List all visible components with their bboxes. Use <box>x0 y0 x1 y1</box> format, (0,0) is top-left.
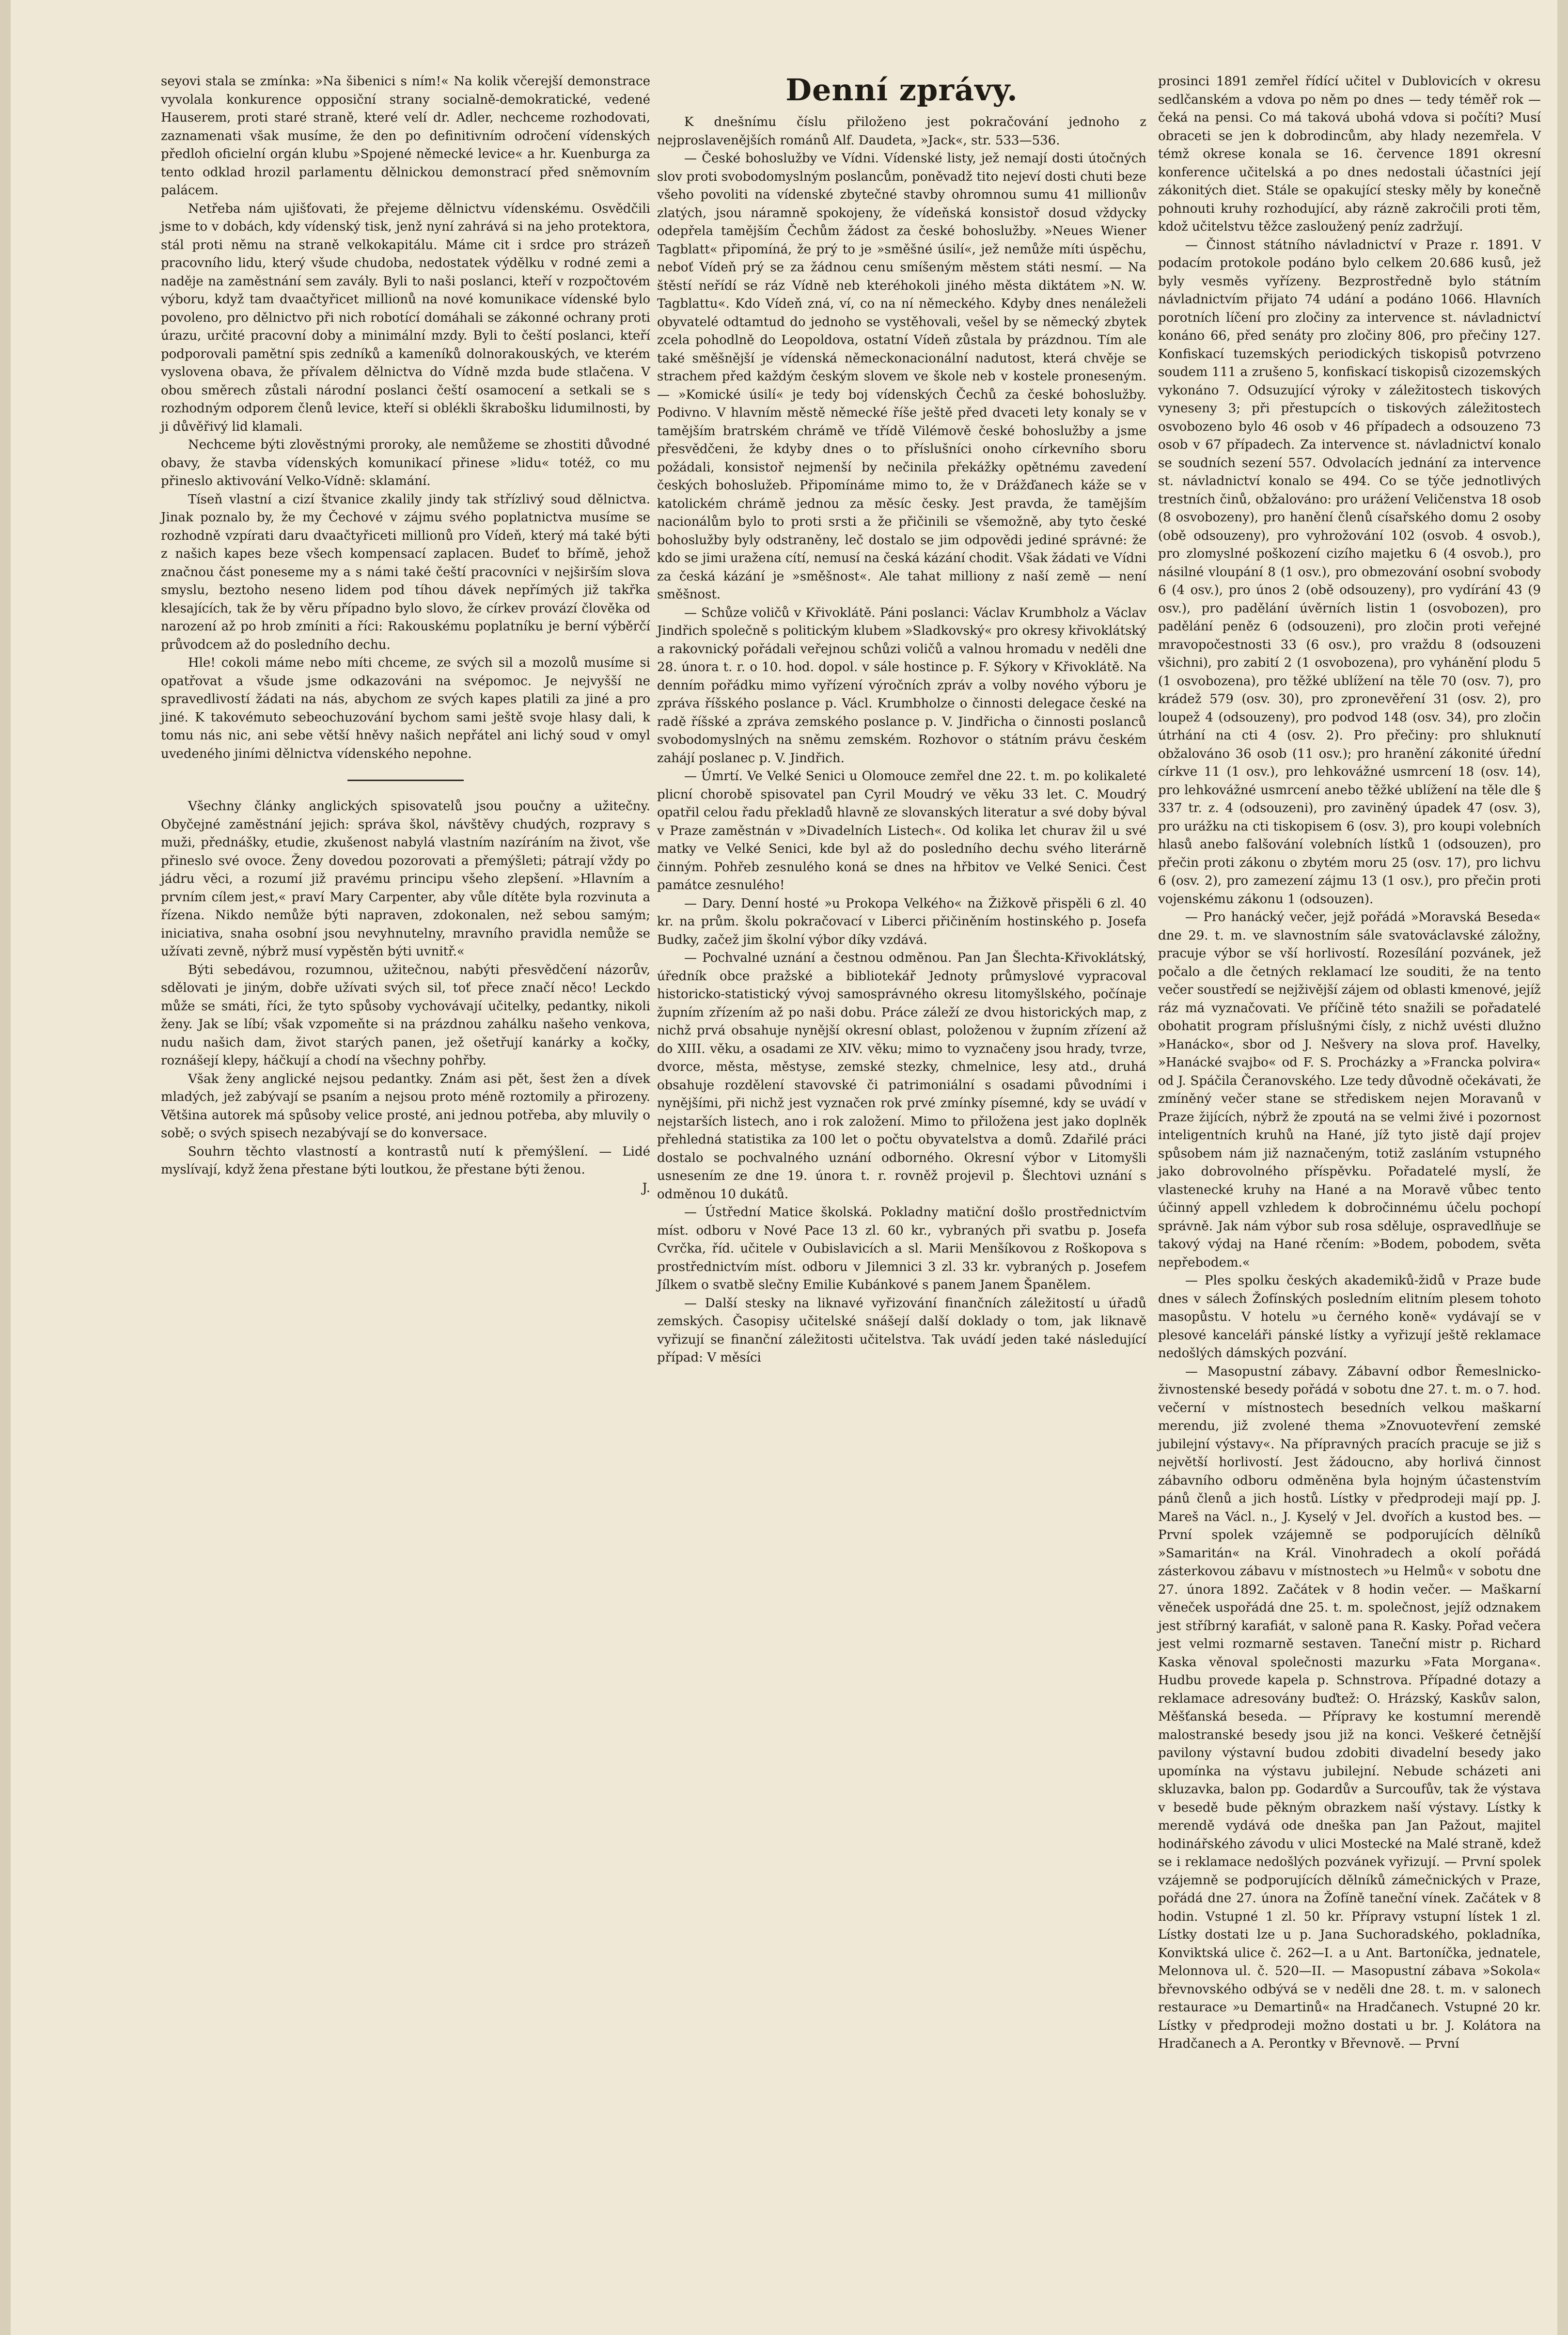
article-paragraph: Nechceme býti zlověstnými proroky, ale nemůžeme se zhostiti důvodné obavy, že stavba vídenských komunikací přinese »lidu« totéž, co mu přineslo aktivování Velko-Vídně: sklamání. <box>161 438 650 488</box>
author-signature: J. <box>642 1180 650 1195</box>
feuilleton-paragraph: Všechny články anglických spisovatelů jsou poučny a užitečny. Obyčejné zaměstnání jejich: správa škol, návštěvy chudých, rozpravy s muži, přednášky, etudie, zkušenost nabylá vlastním nazíráním na život, vše přineslo své ovoce. Ženy dovedou pozorovati a přemýšleti; pátrají vždy po jádru věci, a rozumí již pravému principu všeho zlepšení. »Hlavním a prvním cílem jest,« praví Mary Carpenter, aby vůle dítěte byla rozvinuta a řízena. Nikdo nemůže býti napraven, zdokonalen, než sebou samým; iniciativa, snaha osobní jsou nevyhnutelny, mravního pravidla nemůže se užívati zevně, nýbrž musí vypěstěn býti uvnitř.« <box>161 799 650 959</box>
article-paragraph: seyovi stala se zmínka: »Na šibenici s ním!« Na kolik včerejší demonstrace vyvolala konkurence opposiční strany socialně-demokratické, vedené Hauserem, proti staré straně, které velí dr. Adler, nechceme rozhodovati, zaznamenati však musíme, že den po definitivním odročení vídenských předloh oficielní orgán klubu »Spojené německé levice« a hr. Kuenburga za tento odklad hrozil parlamentu dělnickou demonstrací před sněmovním palácem. <box>161 74 650 198</box>
news-item: prosinci 1891 zemřel řídící učitel v Dublovicích v okresu sedlčanském a vdova po něm po dnes — tedy téměř rok — čeká na pensi. Co má taková ubohá vdova si počíti? Musí obraceti se jen k dobrodincům, aby hlady nezemřela. V témž okrese konala se 16. července 1891 okresní konference učitelská a po dnes nedostali účastníci její zákonitých diet. Stále se opakující stesky měly by konečně pohnouti kruhy rozhodující, aby rázně zakročili proti těm, kdož učitelstvu těžce zasloužený peníz zadržují. <box>1158 74 1541 234</box>
column-right <box>1158 73 1541 2053</box>
feuilleton-paragraph: Býti sebedávou, rozumnou, užitečnou, nabýti přesvědčení názorův, sdělovati je jiným, dobře užívati svých sil, toť přece značí něco! Leckdo může se smáti, říci, že tyto spůsoby vychovávají učitelky, pedantky, nikoli ženy. Jak se líbí; však vzpomeňte si na prázdnou zahálku našeho venkova, nudu našich dam, život starých panen, jež ošetřují kanárky a kočky, roznášejí klepy, háčkují a chodí na všechny pohřby. <box>161 962 650 1068</box>
news-item: — Masopustní zábavy. Zábavní odbor Řemeslnicko-živnostenské besedy pořádá v sobotu dne 27. t. m. o 7. hod. večerní v místnostech besedních velkou maškarní merendu, již zvolené thema »Znovuotevření zemské jubilejní výstavy«. Na přípravných pracích pracuje se již s největší horlivostí. Jest žádoucno, aby horlivá činnost zábavního odboru odměněna byla hojným účastenstvím pánů členů a jich hostů. Lístky v předprodeji mají pp. J. Mareš na Václ. n., J. Kyselý v Jel. dvořích a kustod bes. — První spolek vzájemně se podporujících dělníků »Samaritán« na Král. Vinohradech a okolí pořádá zásterkovou zábavu v místnostech »u Helmů« v sobotu dne 27. února 1892. Začátek v 8 hodin večer. — Maškarní věneček uspořádá dne 25. t. m. společnost, jejíž odznakem jest stříbrný karafiát, v saloně pana R. Kasky. Pořad večera jest velmi rozmarně sestaven. Taneční mistr p. Richard Kaska věnoval společnosti mazurku »Fata Morgana«. Hudbu provede kapela p. Schnstrova. Případné dotazy a reklamace adresovány buďtež: O. Hrázský, Kaskův salon, Měšťanská beseda. — Přípravy ke kostumní merendě malostranské besedy jsou již na konci. Veškeré četnější pavilony výstavní budou zdobiti divadelní besedy jako upomínka na výstavu jubilejní. Nebude scházeti ani skluzavka, balon pp. Godardův a Surcoufův, tak že výstava v besedě bude pěkným obrazkem naší výstavy. Lístky k merendě vydává ode dneška pan Jan Pažout, majitel hodinářského závodu v ulici Mostecké na Malé straně, kdež se i reklamace nedošlých pozvánek vyřizují. — První spolek vzájemně se podporujících dělníků zámečnických v Praze, pořádá dne 27. února na Žofíně taneční vínek. Začátek v 8 hodin. Vstupné 1 zl. 50 kr. Přípravy vstupní lístek 1 zl. Lístky dostati lze u p. Jana Suchoradského, pokladníka, Konviktská ulice č. 262—I. a u Ant. Bartoníčka, jednatele, Melonnova ul. č. 520—II. — Masopustní zábava »Sokola« břevnovského odbývá se v neděli dne 28. t. m. v salonech restaurace »u Demartinů« na Hradčanech. Vstupné 20 kr. Lístky v předprodeji možno dostati u br. J. Kolátora na Hradčanech a A. Perontky v Břevnově. — První <box>1158 1364 1541 2051</box>
news-item: — České bohoslužby ve Vídni. Vídenské listy, jež nemají dosti útočných slov proti svobodomyslným poslancům, poněvadž tito nejeví dosti chuti beze všeho povoliti na vídenské zbytečné stavby ohromnou sumu 41 millionův zlatých, jsou náramně spokojeny, že vídeňská konsistoř dosud vždycky odepřela tamějším Čechům žádost za české bohoslužby. »Neues Wiener Tagblatt« připomíná, že prý to je »směšné úsilí«, jež nemůže míti úspěchu, neboť Vídeň prý se za žádnou cenu smíšeným městem státi nesmí. — Na štěstí neřídí se ráz Vídně neb kteréhokoli jiného města diktátem »N. W. Tagblattu«. Kdo Vídeň zná, ví, co na ní německého. Kdyby dnes nenáleželi obyvatelé odtamtud do jednoho se vystěhovali, vešel by se německý zbytek zcela pohodlně do Leopoldova, ostatní Vídeň zůstala by prázdnou. Tím ale také směšnější je vídenská německonacionální nadutost, která chvěje se strachem před každým českým slovem ve škole neb v kostele proneseným. — »Komické úsilí« je tedy boj vídenských Čechů za české bohoslužby. Podivno. V hlavním městě německé říše ještě před dvaceti lety konaly se v tamějším bratrském chrámě ve třídě Vilémově české bohoslužby a jsme přesvědčeni, že kdyby dnes o to příslušníci onoho církevního sboru požádali, konsistoř nejmenší by nečinila překážky opětnému zavedení českých bohoslužeb. Připomínáme mimo to, že v Drážďanech káže se v katolickém chrámě jednou za měsíc česky. Jest pravda, že tamějším nacionálům bylo to proti srsti a že přičinili se všemožně, aby tyto české bohoslužby byly odstraněny, leč dostalo se jim odpovědi jediné správné: že kdo se jimi uražena cítí, nemusí na česká kázání chodit. Však žádati ve Vídni za česká kázání je »směšnost«. Ale tahat milliony z naší země — není směšnost. <box>657 151 1146 602</box>
section-divider <box>347 780 464 781</box>
feuilleton-paragraph: Však ženy anglické nejsou pedantky. Znám asi pět, šest žen a dívek mladých, jež zabývají se psaním a nejsou proto méně roztomily a přirozeny. Většina autorek má spůsoby velice prosté, ani jednou potřeba, aby mluvily o sobě; o svých spisech nezabývají se do konversace. <box>161 1071 650 1141</box>
news-item: — Činnost státního návladnictví v Praze r. 1891. V podacím protokole podáno bylo celkem 20.686 kusů, jež byly vesměs vyřízeny. Bezprostředně bylo státním návladnictvím přijato 74 udání a podáno 1066. Hlavních porotních líčení pro zločiny za intervence st. návladnictví konáno 66, před senáty pro zločiny 806, pro přečiny 127. Konfiskací tuzemských periodických tiskopisů potvrzeno soudem 111 a zrušeno 5, konfiskací tiskopisů cizozemských vykonáno 7. Odsuzující výroky v záležitostech tiskových vyneseny 3; při přestupcích o tiskových záležitostech osvobozeno bylo 46 osob v 46 případech a odsouzeno 73 osob v 67 případech. Za intervence st. návladnictví konalo se soudních sezení 557. Odvolacích jednání za intervence st. návladnictví konalo se 494. Co se týče jednotlivých trestních činů, obžalováno: pro urážení Veličenstva 18 osob (8 osvobozeny), pro hanění členů císařského domu 2 osoby (obě odsouzeny), pro vyhrožování 102 (osvob. 4 osvob.), pro zlomyslné poškození cizího majetku 6 (4 osvob.), pro násilné vloupání 8 (1 osv.), pro obmezování osobní svobody 6 (4 osv.), pro únos 2 (obě odsouzeny), pro vydírání 43 (9 osv.), pro padělání úvěrních listin 1 (osvobozen), pro padělání peněz 6 (odsouzeni), pro zločin proti veřejné mravopočestnosti 33 (6 osv.), pro vraždu 8 (odsouzeni všichni), pro zabití 2 (1 osvobozena), pro vyhánění plodu 5 (1 osvobozena), pro těžké ublížení na těle 70 (osv. 7), pro krádež 579 (osv. 30), pro zpronevěření 31 (osv. 2), pro loupež 4 (odsouzeny), pro podvod 148 (osv. 34), pro zločin útrhání na cti 4 (osv. 2). Pro přečiny: pro shluknutí obžalováno 36 osob (11 osv.); pro hranění zákonité úřední církve 11 (1 osv.), pro lehkovážné usmrcení 18 (osv. 14), pro lehkovážné usmrcení anebo těžké ublížení na těle dle § 337 tr. z. 4 (odsouzeni), pro zaviněný úpadek 47 (osv. 3), pro urážku na cti tiskopisem 6 (osv. 3), pro koupi volebních hlasů anebo falšování volebních lístků 1 (odsouzen), pro přečin proti zákonu o zbytém moru 25 (osv. 17), pro lichvu 6 (osv. 2), pro zamezení zájmu 13 (1 osv.), pro přečin proti vojenskému zákonu 1 (odsouzen). <box>1158 237 1541 907</box>
news-item: — Ústřední Matice školská. Pokladny matiční došlo prostřednictvím míst. odboru v Nové Pace 13 zl. 60 kr., vybraných při svatbu p. Josefa Cvrčka, říd. učitele v Oubislavicích a sl. Marii Menšíkovou z Roškopova s prostřednictvím míst. odboru v Jilemnici 3 zl. 33 kr. vybraných p. Josefem Jílkem o svatbě slečny Emilie Kubánkové s panem Janem Španělem. <box>657 1205 1146 1292</box>
news-item: K dnešnímu číslu přiloženo jest pokračování jednoho z nejproslavenějších románů Alf. Daudeta, »Jack«, str. 533—536. <box>657 115 1146 148</box>
news-item: — Pochvalné uznání a čestnou odměnou. Pan Jan Šlechta-Křivoklátský, úředník obce pražské a bibliotekář Jednoty průmyslové vypracoval historicko-statistický vývoj samosprávného okresu litomyšlského, počínaje župním zřízením až po naši dobu. Práce záleží ze dvou historických map, z nichž prvá obsahuje nynější okresní oblast, položenou v župním zřízení až do XIII. věku, a osadami ze XIV. věku; mimo to vyznačeny jsou hrady, tvrze, dvorce, města, městyse, zemské stezky, chmelnice, lesy atd., druhá obsahuje rozdělení stavovské či patrimoniální s osadami původními i nynějšími, při nichž jest vyznačen rok prvé zmínky písemné, kdy se uvádí v nejstarších listech, ano i rok založení. Mimo to přiložena jest jako doplněk přehledná statistika za 100 let o počtu obyvatelstva a domů. Zdařilé práci dostalo se pochvalného uznání odborného. Okresní výbor v Litomyšli usnesením ze dne 19. února t. r. rovněž projevil p. Šlechtovi uznání s odměnou 10 dukátů. <box>657 951 1146 1202</box>
news-item: — Další stesky na liknavé vyřizování finančních záležitostí u úřadů zemských. Časopisy učitelské snášejí další doklady o tom, jak liknavě vyřizují se finanční záležitosti učitelstva. Tak uvádí jeden také následující případ: V měsíci <box>657 1296 1146 1365</box>
section-heading: Denní zprávy. <box>785 72 1018 108</box>
article-paragraph: Netřeba nám ujišťovati, že přejeme dělnictvu vídenskému. Osvědčili jsme to v dobách, kdy vídenský tisk, jenž nyní zahrává si na jeho protektora, stál proti němu na straně velkokapitálu. Máme cit i srdce pro strázeň pracovního lidu, který všude chudoba, nedostatek výdělku v rodné zemi a naděje na zaměstnání sem zavály. Byli to naši poslanci, kteří v rozpočtovém výboru, když tam dvaačtyřicet millionů na nové komunikace vídenské bylo povoleno, pro dělnictvo při nich robotící domáhali se zákonné ochrany proti úrazu, určité pracovní doby a minimální mzdy. Byli to čeští poslanci, kteří podporovali pamětní spis zedníků a kameníků dolnorakouských, ve kterém vyslovena obava, že přívalem dělnictva do Vídně mzda bude stlačena. V obou směrech zůstali národní poslanci čeští osamocení a setkali se s rozhodným odporem členů levice, kteří si oblékli škrabošku lidumilnosti, by ji důvěřivý lid klamali. <box>161 201 650 434</box>
column-middle <box>657 73 1146 1367</box>
news-item: — Ples spolku českých akademiků-židů v Praze bude dnes v sálech Žofínských posledním elitním plesem tohoto masopůstu. V hotelu »u černého koně« vydávají se v plesové kanceláři pánské lístky a vyřizují ještě reklamace nedošlých dámských pozvání. <box>1158 1273 1541 1361</box>
scan-edge-left <box>0 0 11 2335</box>
news-item: — Pro hanácký večer, jejž pořádá »Moravská Beseda« dne 29. t. m. ve slavnostním sále svatováclavské záložny, pracuje výbor se vší horlivostí. Rozesílání pozvánek, jež počalo a dle četných reklamací lze souditi, že na tento večer soustředí se nejživější zájem od oblasti kmenové, jejíž ráz má vyznačovati. Ve příčině této snažili se pořadatelé obohatit program příslušnými čísly, z nichž uvésti dlužno »Hanácko«, sbor od J. Nešvery na slova prof. Havelky, »Hanácké svajbo« od F. S. Procházky a »Francka polvira« od J. Spáčila Čeranovského. Lze tedy důvodně očekávati, že zmíněný večer stane se střediskem nejen Moravanů v Praze žijících, nýbrž že zpoutá na se velmi živé i pozornost inteligentních kruhů na Hané, jíž tyto jistě dají projev spůsobem nám již naznačeným, totiž zasláním vstupného jako dobrovolného příspěvku. Pořadatelé myslí, že vlastenecké kruhy na Hané a na Moravě vůbec tento účinný appell vzhledem k dobročinnému účelu pochopí správně. Jak nám výbor sub rosa sděluje, ospravedlňuje se takový výdaj na Hané rčením: »Bodem, pobodem, světa nepřebodem.« <box>1158 910 1541 1270</box>
news-item: — Dary. Denní hosté »u Prokopa Velkého« na Žižkově přispěli 6 zl. 40 kr. na prům. školu pokračovací v Liberci přičiněním hostinského p. Josefa Budky, začež jim školní výbor díky vzdává. <box>657 896 1146 947</box>
feuilleton-paragraph: Souhrn těchto vlastností a kontrastů nutí k přemýšlení. — Lidé myslívají, když žena přestane býti loutkou, že přestane býti ženou. <box>161 1144 650 1177</box>
news-item: — Schůze voličů v Křivoklátě. Páni poslanci: Václav Krumbholz a Václav Jindřich společně s politickým klubem »Sladkovský« pro okresy křivoklátský a rakovnický pořádali veřejnou schůzi voličů a valnou hromadu v neděli dne 28. února t. r. o 10. hod. dopol. v sále hostince p. F. Sýkory v Křivoklátě. Na denním pořádku mimo vyřízení výročních zpráv a volby nového výboru je zpráva říšského poslance p. Václ. Krumbholze o činnosti delegace české na radě říšské a zpráva zemského poslance p. V. Jindřicha o činnosti poslanců svobodomyslných na sněmu zemském. Rozhovor o státním právu českém zahájí poslanec p. V. Jindřich. <box>657 605 1146 766</box>
column-left <box>161 73 650 1197</box>
article-paragraph: Tíseň vlastní a cizí štvanice zkalily jindy tak střízlivý soud dělnictva. Jinak poznalo by, že my Čechové v zájmu svého poplatnictva musíme se rozhodně vzpírati daru dvaačtyřiceti millionů pro Vídeň, který má také býti z našich kapes beze všech kompensací zaplacen. Budeť to břímě, jehož značnou část poneseme my a s námi také čeští pracovníci v nejširším slova smyslu, beztoho neseno lidem pod tíhou dávek nepřímých již takřka klesajících, tak že by věru případno bylo slovo, že církev provází člověka od narození až po hrob zmíniti a říci: Rakouskému poplatníku je berní výběrčí průvodcem až do posledního dechu. <box>161 492 650 652</box>
news-item: — Úmrtí. Ve Velké Senici u Olomouce zemřel dne 22. t. m. po kolikaleté plicní chorobě spisovatel pan Cyril Moudrý ve věku 33 let. C. Moudrý opatřil celou řadu překladů hlavně ze slovanských literatur a své doby býval v Praze zaměstnán v »Divadelních Listech«. Od kolika let churav žil u své matky ve Velké Senici, kde byl až do posledního dechu svého literárně činným. Pohřeb zesnulého koná se dnes na hřbitov ve Velké Senici. Čest památce zesnulého! <box>657 769 1146 893</box>
article-paragraph: Hle! cokoli máme nebo míti chceme, ze svých sil a mozolů musíme si opatřovat a všude jsme odkazováni na svépomoc. Je nejvyšší ne spravedlivostí žádati na nás, abychom ze svých kapes platili za jiné a pro jiné. K takovémuto sebeochuzování bychom sami ještě svoje hlasy dali, k tomu nás nic, ani sebe větší hněvy našich nepřátel ani lichý soud v omyl uvedeného jiními dělnictva vídenského nepohne. <box>161 656 650 761</box>
scan-edge-right <box>1557 0 1568 2335</box>
